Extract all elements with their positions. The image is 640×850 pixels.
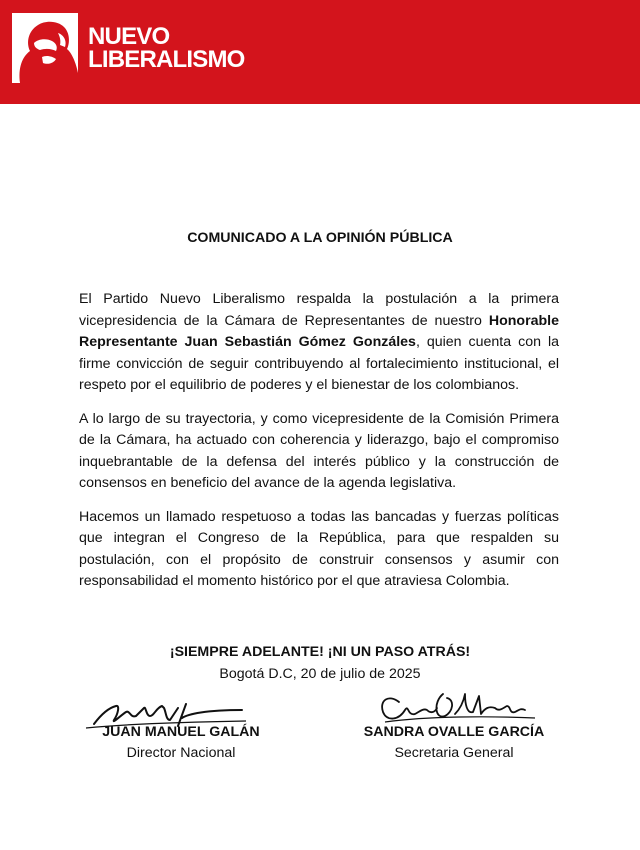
signer-name-director: JUAN MANUEL GALÁN (102, 724, 260, 740)
paragraph-1-start: El Partido Nuevo Liberalismo respalda la postulación a la primera vicepresidencia de la Cámara de Representantes de nuestro (79, 291, 559, 329)
galan-portrait-icon (12, 13, 78, 83)
logo-line-1: NUEVO (88, 23, 170, 50)
slogan: ¡SIEMPRE ADELANTE! ¡NI UN PASO ATRÁS! (169, 644, 471, 660)
logo-line-2: LIBERALISMO (88, 46, 245, 73)
representative-name: Honorable Representante Juan Sebastián Gómez Gonzáles (79, 312, 559, 350)
signer-name-secretary: SANDRA OVALLE GARCÍA (363, 724, 545, 740)
statement-text (79, 289, 559, 605)
party-logo (12, 13, 245, 83)
document-title: COMUNICADO A LA OPINIÓN PÚBLICA (187, 230, 453, 246)
header-banner (0, 0, 640, 104)
paragraph-2: A lo largo de su trayectoria, y como vicepresidente de la Comisión Primera de la Cámara, ha actuado con coherencia y liderazgo, bajo el compromiso inquebrantable de la defensa del interés público y la construcción de consensos en beneficio del avance de la agenda legislativa. (79, 410, 559, 491)
handwritten-signature-ovalle (339, 694, 569, 726)
signature-block-director (66, 694, 296, 761)
handwritten-signature-galan (66, 694, 296, 726)
paragraph-1 (79, 289, 559, 397)
logo-wordmark (88, 25, 245, 71)
paragraph-3: Hacemos un llamado respetuoso a todas las bancadas y fuerzas políticas que integran el Congreso de la República, para que respalden su postulación, con el propósito de construir consensos y asumir con responsabilidad el momento histórico por el que atraviesa Colombia. (79, 508, 559, 589)
signer-role-secretary: Secretaria General (394, 745, 514, 761)
signer-role-director: Director Nacional (126, 745, 236, 761)
signature-block-secretary (339, 694, 569, 761)
place-date: Bogotá D.C, 20 de julio de 2025 (219, 666, 421, 682)
paragraph-1-end: , quien cuenta con la firme convicción de seguir contribuyendo al fortalecimiento institucional, el respeto por el equilibrio de poderes y el bienestar de los colombianos. (79, 334, 559, 393)
